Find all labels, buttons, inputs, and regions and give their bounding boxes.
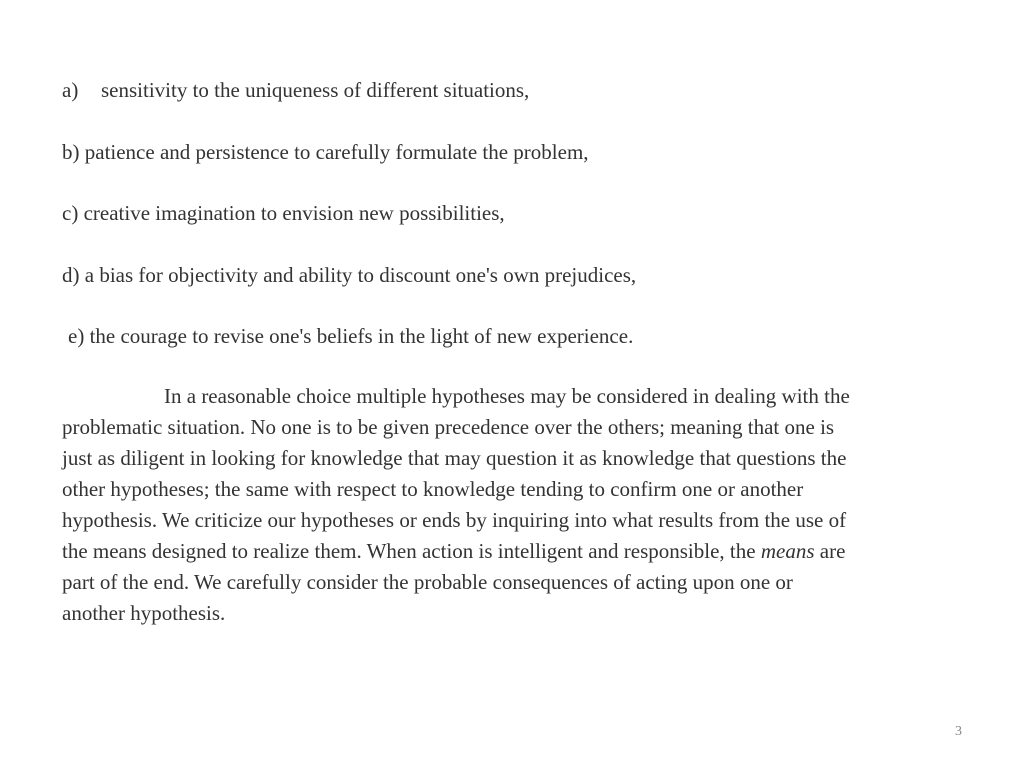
list-item-c [62, 201, 505, 225]
paragraph-line: part of the end. We carefully consider the probable consequences of acting upon one or [62, 570, 793, 594]
paragraph-text: are [814, 539, 846, 563]
body-paragraph [62, 381, 992, 629]
list-marker: a) [62, 78, 79, 102]
list-item-text: a bias for objectivity and ability to discount one's own prejudices, [84, 263, 637, 287]
list-item-text: creative imagination to envision new possibilities, [83, 201, 505, 225]
paragraph-line [62, 536, 992, 567]
paragraph-line: another hypothesis. [62, 601, 226, 625]
paragraph-line: just as diligent in looking for knowledge that may question it as knowledge that questions the [62, 446, 847, 470]
emphasized-word: means [760, 539, 815, 563]
list-item-e [68, 324, 633, 348]
list-item-text: sensitivity to the uniqueness of different situations, [101, 78, 530, 102]
list-item-a [62, 78, 529, 102]
list-marker: c) [62, 201, 79, 225]
paragraph-line: other hypotheses; the same with respect to knowledge tending to confirm one or another [62, 477, 804, 501]
list-item-text: patience and persistence to carefully formulate the problem, [84, 140, 589, 164]
list-marker: b) [62, 140, 80, 164]
list-item-d [62, 263, 636, 287]
paragraph-line: hypothesis. We criticize our hypotheses or ends by inquiring into what results from the use of [62, 508, 847, 532]
paragraph-text: the means designed to realize them. When action is intelligent and responsible, the [62, 539, 761, 563]
list-item-text: the courage to revise one's beliefs in the light of new experience. [89, 324, 634, 348]
list-marker: e) [68, 324, 85, 348]
slide-number: 3 [955, 724, 962, 739]
list-item-b [62, 140, 589, 164]
list-marker: d) [62, 263, 80, 287]
paragraph-line: In a reasonable choice multiple hypotheses may be considered in dealing with the [164, 384, 850, 408]
paragraph-line: problematic situation. No one is to be given precedence over the others; meaning that one is [62, 415, 835, 439]
